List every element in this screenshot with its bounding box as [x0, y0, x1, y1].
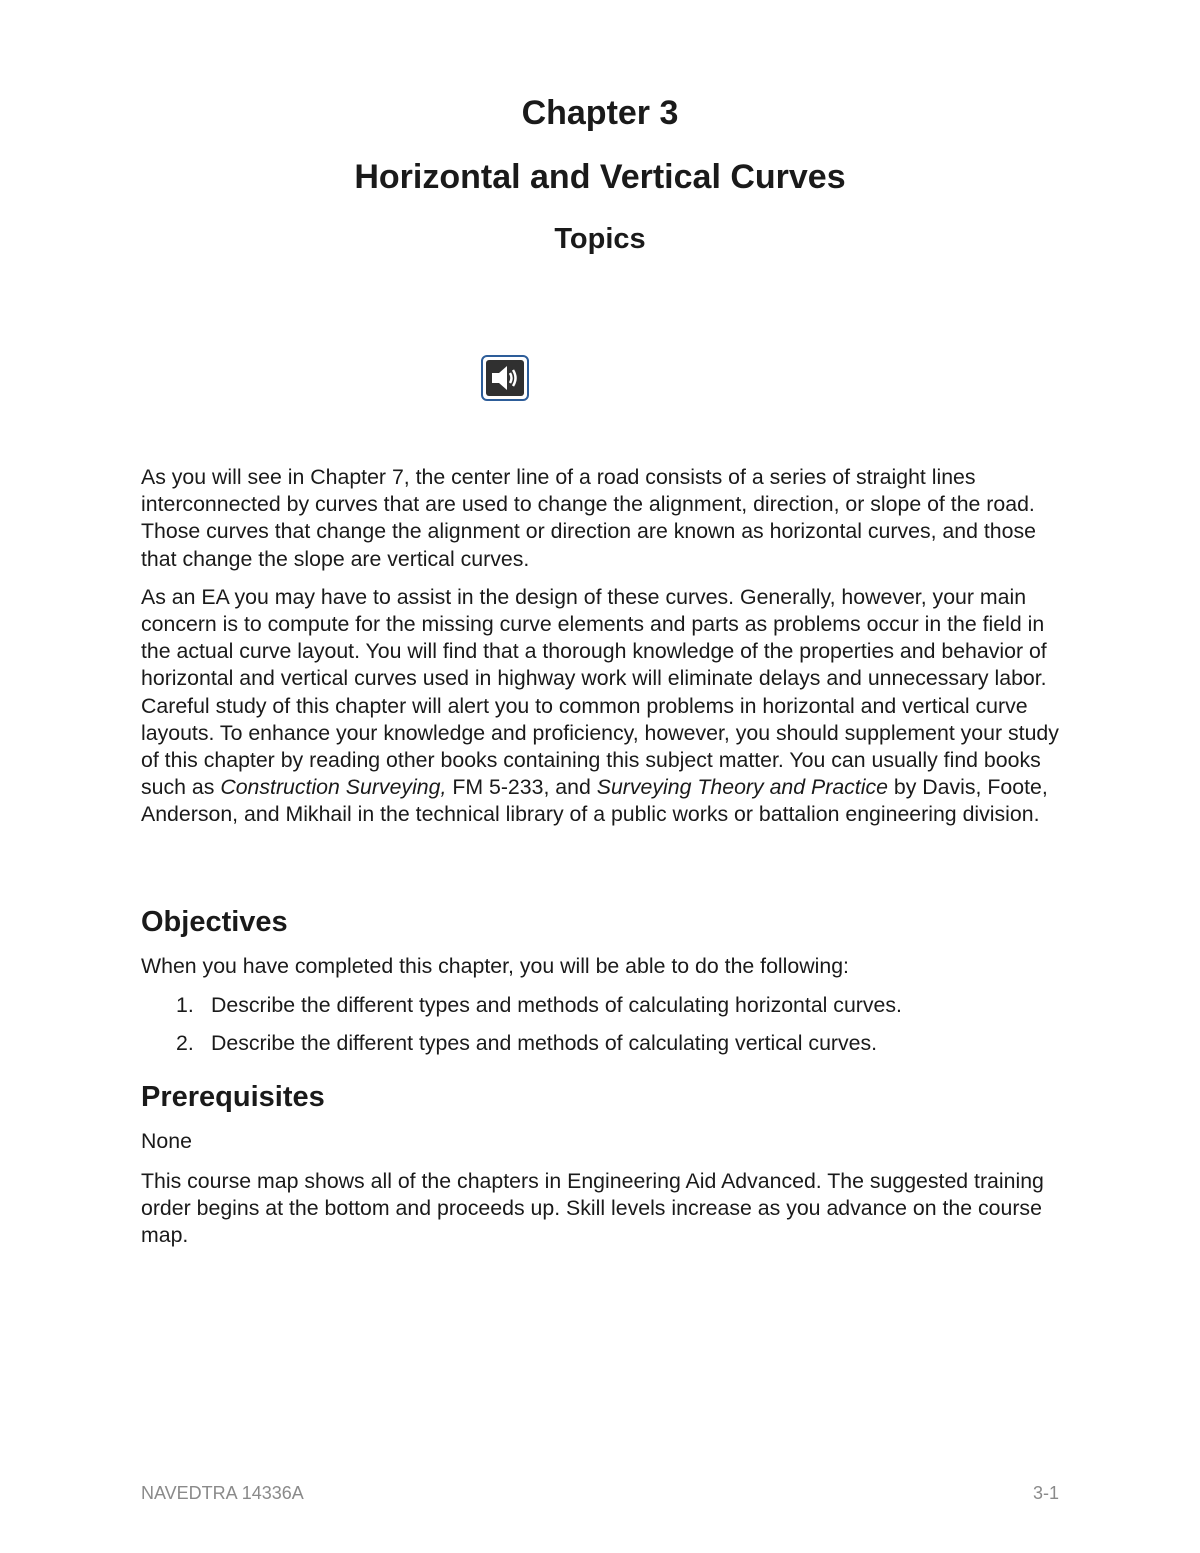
objective-text: Describe the different types and methods of calculating horizontal curves. — [211, 993, 902, 1017]
intro-paragraph-2-text-b: FM 5-233, and — [446, 775, 597, 800]
objectives-intro: When you have completed this chapter, you will be able to do the following: — [141, 954, 849, 978]
speaker-icon — [486, 360, 524, 396]
audio-play-button[interactable] — [481, 355, 529, 401]
intro-paragraph-2 — [141, 584, 1066, 829]
objectives-heading: Objectives — [141, 906, 288, 938]
topics-heading: Topics — [554, 223, 646, 255]
objective-text: Describe the different types and methods of calculating vertical curves. — [211, 1031, 878, 1055]
course-map-paragraph: This course map shows all of the chapters in Engineering Aid Advanced. The suggested training order begins at the bottom and proceeds up. Skill levels increase as you advance on the course map. — [141, 1169, 1044, 1248]
objectives-list — [141, 992, 902, 1068]
intro-paragraph-1: As you will see in Chapter 7, the center line of a road consists of a series of straight lines interconnected by curves that are used to change the alignment, direction, or slope of the road. Those curves that change the alignment or direction are known as horizontal curves, and those that change the slope are vertical curves. — [141, 465, 1036, 571]
chapter-number: Chapter 3 — [521, 94, 679, 132]
footer-document-id: NAVEDTRA 14336A — [141, 1483, 304, 1503]
chapter-title: Horizontal and Vertical Curves — [354, 158, 846, 196]
book-title-surveying-theory: Surveying Theory and Practice — [596, 775, 888, 800]
prerequisites-heading: Prerequisites — [141, 1081, 325, 1113]
intro-paragraph-2-text-a: As an EA you may have to assist in the design of these curves. Generally, however, your main concern is to compute for the missing curve elements and parts as problems occur in the field in the actual curve layout. You will find that a thorough knowledge of the properties and behavior of horizontal and vertical curves used in highway work will eliminate delays and unnecessary labor. Careful study of this chapter will alert you to common problems in horizontal and vertical curve layouts. To enhance your knowledge and proficiency, however, you should supplement your study of this chapter by reading other books containing this subject matter. You can usually find books such as — [141, 584, 1059, 800]
objective-number: 1. — [176, 993, 194, 1017]
objective-item — [141, 992, 902, 1019]
book-title-construction-surveying: Construction Surveying, — [220, 775, 447, 800]
intro-paragraph-2-text-c: by Davis, Foote, Anderson, and Mikhail in the technical library of a public works or battalion engineering division. — [141, 775, 1048, 827]
objective-item — [141, 1030, 902, 1057]
objective-number: 2. — [176, 1031, 194, 1055]
prerequisites-value: None — [141, 1129, 192, 1153]
footer-page-number: 3-1 — [1032, 1483, 1059, 1503]
intro-section — [141, 464, 1066, 829]
